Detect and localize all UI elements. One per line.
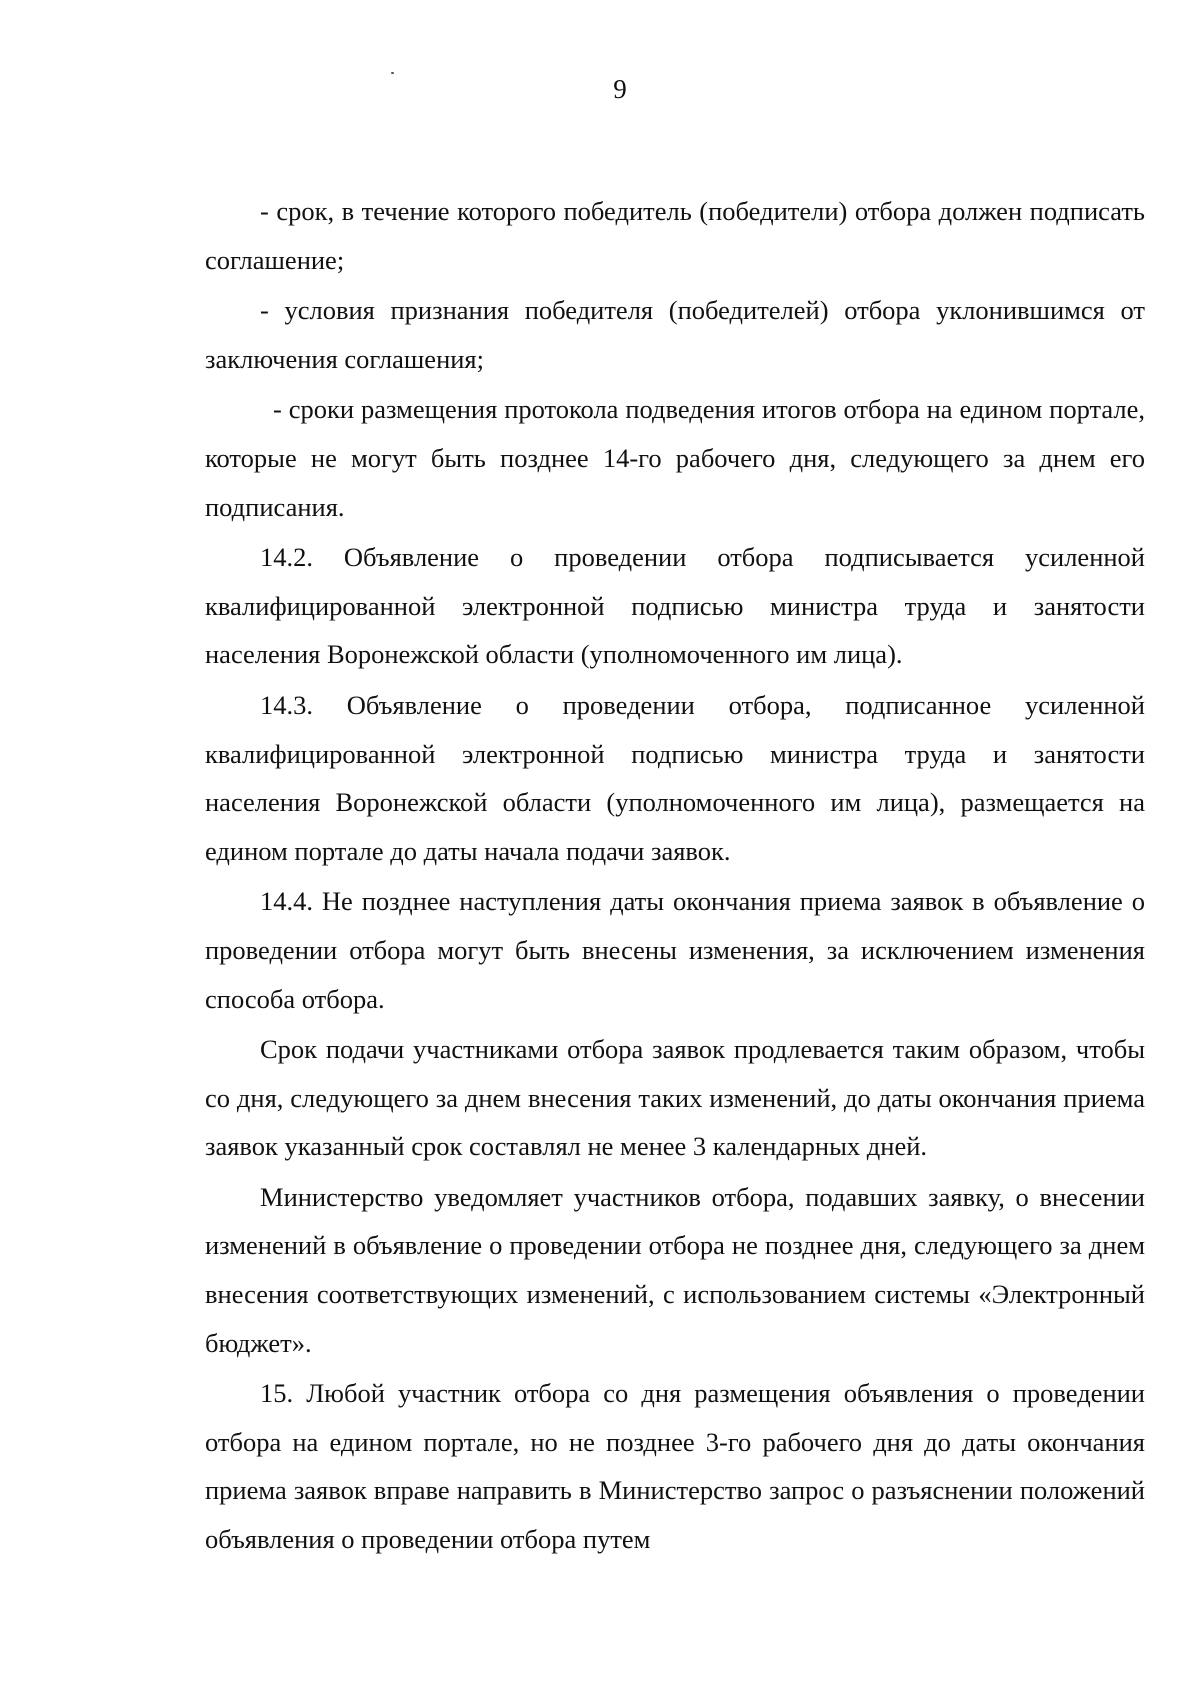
- paragraph-signing-term: - срок, в течение которого победитель (победители) отбора должен подписать соглашение;: [205, 196, 1145, 275]
- document-body: [205, 187, 1145, 1566]
- paragraph-14-2: 14.2. Объявление о проведении отбора подписывается усиленной квалифицированной электронной подписью министра труда и занятости населения Воронежской области (уполномоченного им лица).: [205, 542, 1145, 670]
- paragraph-14-3: 14.3. Объявление о проведении отбора, подписанное усиленной квалифицированной электронной подписью министра труда и занятости населения Воронежской области (уполномоченного им лица), размещается на едином портале до даты начала подачи заявок.: [205, 689, 1145, 866]
- paragraph-protocol-terms: - сроки размещения протокола подведения итогов отбора на едином портале, которые не могут быть позднее 14-го рабочего дня, следующего за днем его подписания.: [205, 394, 1145, 522]
- paragraph-evasion-conditions: - условия признания победителя (победителей) отбора уклонившимся от заключения соглашения;: [205, 295, 1145, 374]
- paragraph-ministry-notification: Министерство уведомляет участников отбора, подавших заявку, о внесении изменений в объявление о проведении отбора не позднее дня, следующего за днем внесения соответствующих изменений, с использованием системы «Электронный бюджет».: [205, 1181, 1145, 1358]
- page-number: 9: [613, 74, 627, 104]
- paragraph-15: 15. Любой участник отбора со дня размещения объявления о проведении отбора на едином портале, но не позднее 3-го рабочего дня до даты окончания приема заявок вправе направить в Министерство запрос о разъяснении положений объявления о проведении отбора путем: [205, 1378, 1145, 1555]
- paragraph-14-4: 14.4. Не позднее наступления даты окончания приема заявок в объявление о проведении отбора могут быть внесены изменения, за исключением изменения способа отбора.: [205, 886, 1145, 1014]
- paragraph-deadline-extension: Срок подачи участниками отбора заявок продлевается таким образом, чтобы со дня, следующего за днем внесения таких изменений, до даты окончания приема заявок указанный срок составлял не менее 3 календарных дней.: [205, 1034, 1145, 1162]
